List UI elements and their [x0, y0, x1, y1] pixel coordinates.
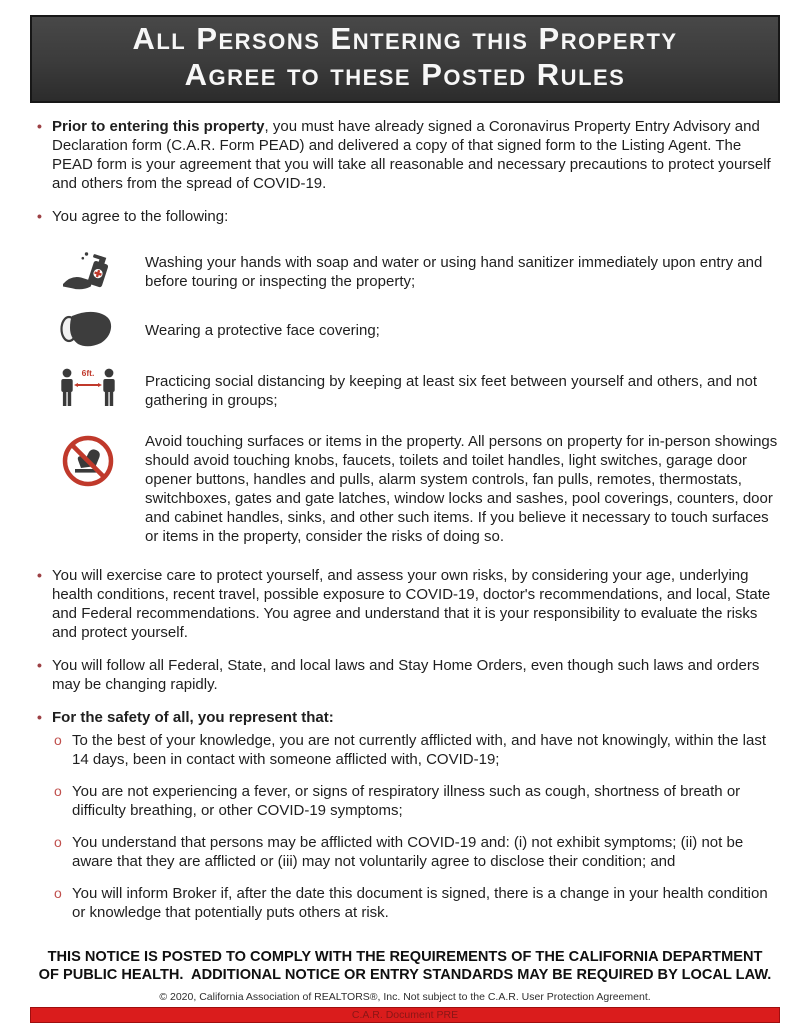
banner-title-line1: All Persons Entering this Property [132, 21, 678, 56]
document-label-bar [30, 1007, 780, 1023]
care-bullet-text: You will exercise care to protect yourself, and assess your own risks, by considering your age, underlying health conditions, recent travel, possible exposure to COVID-19, doctor's recommendations, and local, State and Federal recommendations. You agree and understand that it is your responsibility to evaluate the risks and protect yourself. [52, 567, 771, 641]
care-bullet [30, 566, 780, 642]
agree-heading-text: You agree to the following: [52, 208, 229, 225]
safety-heading-text: For the safety of all, you represent that: [52, 709, 334, 726]
representation-item [30, 833, 780, 871]
social-distancing-icon [30, 364, 145, 418]
rule-row-sanitize [30, 248, 780, 296]
intro-bullet [30, 117, 780, 193]
copyright-line: © 2020, California Association of REALTORS®, Inc. Not subject to the C.A.R. User Protection Agreement. [159, 991, 651, 1003]
compliance-notice: THIS NOTICE IS POSTED TO COMPLY WITH THE REQUIREMENTS OF THE CALIFORNIA DEPARTMENT OF PUBLIC HEALTH. ADDITIONAL NOTICE OR ENTRY STANDARDS MAY BE REQUIRED BY LOCAL LAW. [38, 949, 772, 983]
representation-item [30, 731, 780, 769]
icon-rule-list [30, 248, 780, 546]
representation-text-3: You understand that persons may be afflicted with COVID-19 and: (i) not exhibit symptoms; (ii) not be aware that they are afflicted or (iii) may not voluntarily agree to disclose their condition; and [72, 834, 744, 870]
document-label-text: C.A.R. Document PRE [351, 1009, 459, 1021]
safety-heading-bullet [30, 708, 780, 727]
sub-bullet-marker: o [54, 885, 62, 901]
sub-bullet-marker: o [54, 834, 62, 850]
face-mask-icon [30, 310, 145, 350]
representation-item [30, 884, 780, 922]
intro-bold-lead: Prior to entering this property [52, 118, 265, 135]
bullet-marker: • [37, 709, 42, 725]
rule-row-no-touch [30, 432, 780, 546]
sub-bullet-marker: o [54, 732, 62, 748]
agree-heading-bullet [30, 207, 780, 226]
rule-row-distance [30, 364, 780, 418]
representation-text-4: You will inform Broker if, after the date this document is signed, there is a change in your health condition or knowledge that potentially puts others at risk. [72, 885, 768, 921]
bullet-marker: • [37, 208, 42, 224]
rule-row-mask [30, 310, 780, 350]
rule-text-distance: Practicing social distancing by keeping at least six feet between yourself and others, and not gathering in groups; [145, 373, 758, 409]
rule-text-mask: Wearing a protective face covering; [145, 321, 380, 339]
laws-bullet-text: You will follow all Federal, State, and local laws and Stay Home Orders, even though such laws and orders may be changing rapidly. [52, 657, 760, 693]
representation-text-1: To the best of your knowledge, you are not currently afflicted with, and have not knowingly, within the last 14 days, been in contact with someone afflicted with, COVID-19; [72, 732, 767, 768]
six-feet-label: 6ft. [81, 368, 94, 378]
representation-text-2: You are not experiencing a fever, or signs of respiratory illness such as cough, shortness of breath or difficulty breathing, or other COVID-19 symptoms; [72, 783, 741, 819]
banner-title-line2: Agree to these Posted Rules [184, 57, 626, 92]
hand-sanitizer-icon [30, 248, 145, 296]
rule-text-sanitize: Washing your hands with soap and water or using hand sanitizer immediately upon entry and before touring or inspecting the property; [145, 254, 763, 290]
sub-bullet-marker: o [54, 783, 62, 799]
representation-item [30, 782, 780, 820]
no-touching-icon [30, 432, 145, 546]
intro-text: , you must have already signed a Coronavirus Property Entry Advisory and Declaration form (C.A.R. Form PEAD) and delivered a copy of that signed form to the Listing Agent. The PEAD form is your agreement that you will take all reasonable and necessary precautions to protect yourself and others from the spread of COVID-19. [52, 118, 771, 192]
header-banner [30, 15, 780, 103]
laws-bullet [30, 656, 780, 694]
bullet-marker: • [37, 118, 42, 134]
bullet-marker: • [37, 567, 42, 583]
rule-text-no-touch: Avoid touching surfaces or items in the property. All persons on property for in-person showings should avoid touching knobs, faucets, toilets and toilet handles, light switches, garage door opener buttons, handles and pulls, alarm system controls, fan pulls, remotes, thermostats, switchboxes, gates and gate latches, window locks and sashes, pool coverings, counters, door and cabinet handles, sinks, and other such items. If you believe it necessary to touch surfaces or items in the property, consider the risks of doing so. [145, 433, 778, 545]
bullet-marker: • [37, 657, 42, 673]
